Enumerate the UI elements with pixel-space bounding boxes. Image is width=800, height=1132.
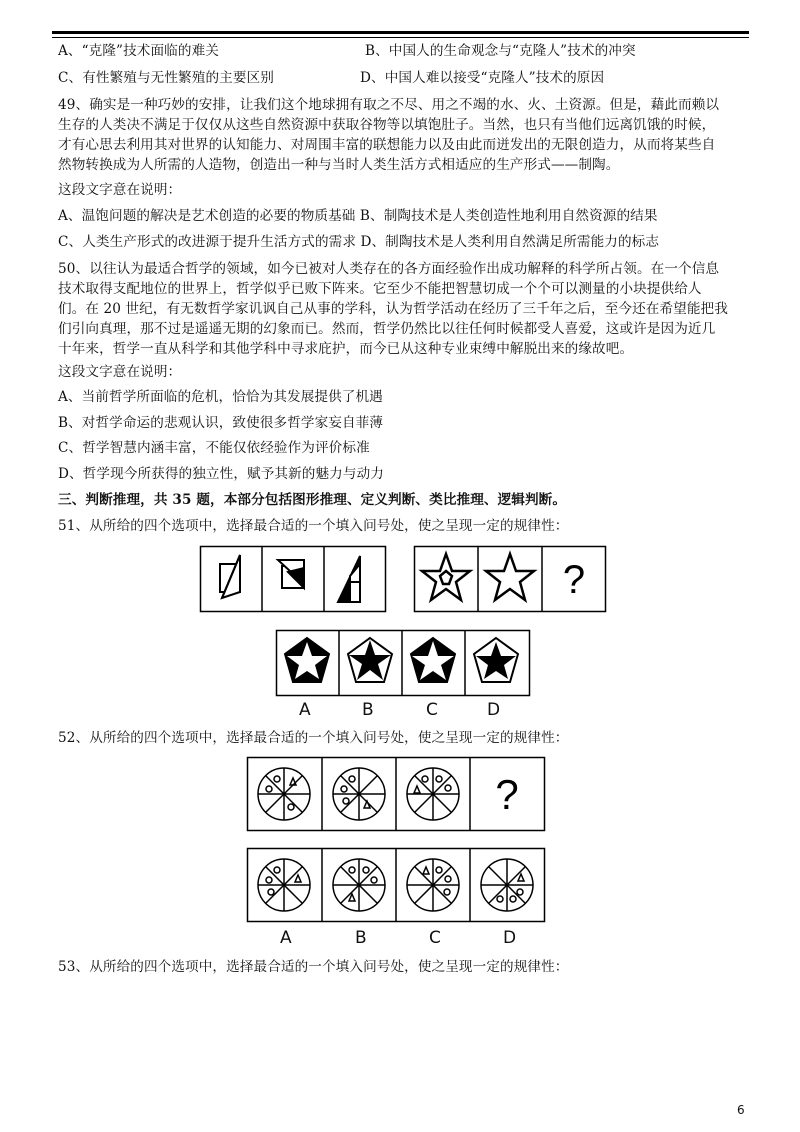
q51-label-a: A [299,700,311,720]
q50-text-line-4: 们引向真理，那不过是遥遥无期的幻象而已。然而，哲学仍然比以往任何时候都受人喜爱，这或许是因为近几 [58,321,716,337]
q49-text-line-3: 才有心思去利用其对世界的认知能力、对周围丰富的联想能力以及由此而迸发出的无限创造力，从而将某些自 [58,137,716,153]
q51-cell-2 [278,560,304,588]
q52-option-a-figure [258,859,310,911]
q52-question-mark: ? [495,771,519,818]
q51-option-c-figure [411,638,455,682]
q49-option-ab: A、温饱问题的解决是艺术创造的必要的物质基础 B、制陶技术是人类创造性地利用自然资源的结果 [58,208,658,224]
q51-option-a-figure [285,638,329,682]
q51-label-d: D [487,700,501,720]
q49-text-line-1: 49、确实是一种巧妙的安排，让我们这个地球拥有取之不尽、用之不竭的水、火、土资源。但是，藉此而赖以 [58,97,720,113]
q49-text-line-4: 然物转换成为人所需的人造物，创造出一种与当时人类生活方式相适应的生产形式——制陶。 [58,157,620,173]
q52-cell-1 [258,768,310,820]
q52-cell-3 [407,768,459,820]
q49-prompt: 这段文字意在说明： [58,182,182,198]
q51-sequence-left [200,546,386,612]
q52-sequence [247,757,545,831]
q52-options [247,848,545,922]
section3-heading: 三、判断推理，共 35 题，本部分包括图形推理、定义判断、类比推理、逻辑判断。 [58,492,567,508]
q50-text-line-3: 们。在 20 世纪，有无数哲学家讥讽自己从事的学科，认为哲学活动在经历了三千年之后，至今还在希望能把我 [58,301,728,317]
q52-option-d-figure [481,859,533,911]
q48-option-row-1 [58,41,636,61]
q50-text-line-1: 50、以往认为最适合哲学的领域，如今已被对人类存在的各方面经验作出成功解释的科学所占领。在一个信息 [58,261,720,277]
q51-star-cell-1 [422,554,470,600]
q48-option-c: C、有性繁殖与无性繁殖的主要区别 [58,70,274,86]
page-number: 6 [737,1103,745,1117]
q51-sequence-right [414,546,606,612]
q51-label-c: C [426,700,438,720]
q51-question-mark: ? [562,558,586,602]
q51-options [276,630,530,696]
q50-option-a: A、当前哲学所面临的危机，恰恰为其发展提供了机遇 [58,389,383,405]
q52-option-b-figure [333,859,385,911]
q50-text-line-5: 十年来，哲学一直从科学和其他学科中寻求庇护，而今已从这种专业束缚中解脱出来的缘故吧。 [58,341,634,357]
q51-option-d-figure [474,638,518,682]
q52-label-d: D [503,928,517,948]
header-rule-thick [52,31,749,34]
q48-option-row-2 [58,68,605,88]
q48-option-a: A、“克隆”技术面临的难关 [58,43,219,59]
q51-option-b-figure [348,638,392,682]
q50-option-b: B、对哲学命运的悲观认识，致使很多哲学家妄自菲薄 [58,415,384,431]
q50-option-c: C、哲学智慧内涵丰富，不能仅依经验作为评价标准 [58,440,370,456]
q52-question: 52、从所给的四个选项中，选择最合适的一个填入问号处，使之呈现一定的规律性： [58,730,569,746]
q52-label-c: C [429,928,441,948]
header-rule-thin [52,37,749,38]
q50-option-d: D、哲学现今所获得的独立性，赋予其新的魅力与动力 [58,466,384,482]
q50-prompt: 这段文字意在说明： [58,364,182,380]
q52-option-c-figure [407,859,459,911]
q51-star-cell-2 [486,554,534,600]
q48-option-b: B、中国人的生命观念与“克隆人”技术的冲突 [365,43,636,59]
q48-option-d: D、中国人难以接受“克隆人”技术的原因 [360,70,605,86]
q52-label-b: B [355,928,367,948]
q49-option-cd: C、人类生产形式的改进源于提升生活方式的需求 D、制陶技术是人类利用自然满足所需能力的标志 [58,234,660,250]
q51-cell-3 [338,556,360,602]
q49-text-line-2: 生存的人类决不满足于仅仅从这些自然资源中获取谷物等以填饱肚子。当然，也只有当他们远离饥饿的时候， [58,117,716,133]
q53-question: 53、从所给的四个选项中，选择最合适的一个填入问号处，使之呈现一定的规律性： [58,959,569,975]
q50-text-line-2: 技术取得支配地位的世界上，哲学似乎已败下阵来。它至少不能把智慧切成一个个可以测量的小块提供给人 [58,281,702,297]
q52-cell-2 [333,768,385,820]
q51-cell-1 [220,555,240,598]
q52-label-a: A [280,928,292,948]
q51-question: 51、从所给的四个选项中，选择最合适的一个填入问号处，使之呈现一定的规律性： [58,518,569,534]
q51-label-b: B [362,700,374,720]
